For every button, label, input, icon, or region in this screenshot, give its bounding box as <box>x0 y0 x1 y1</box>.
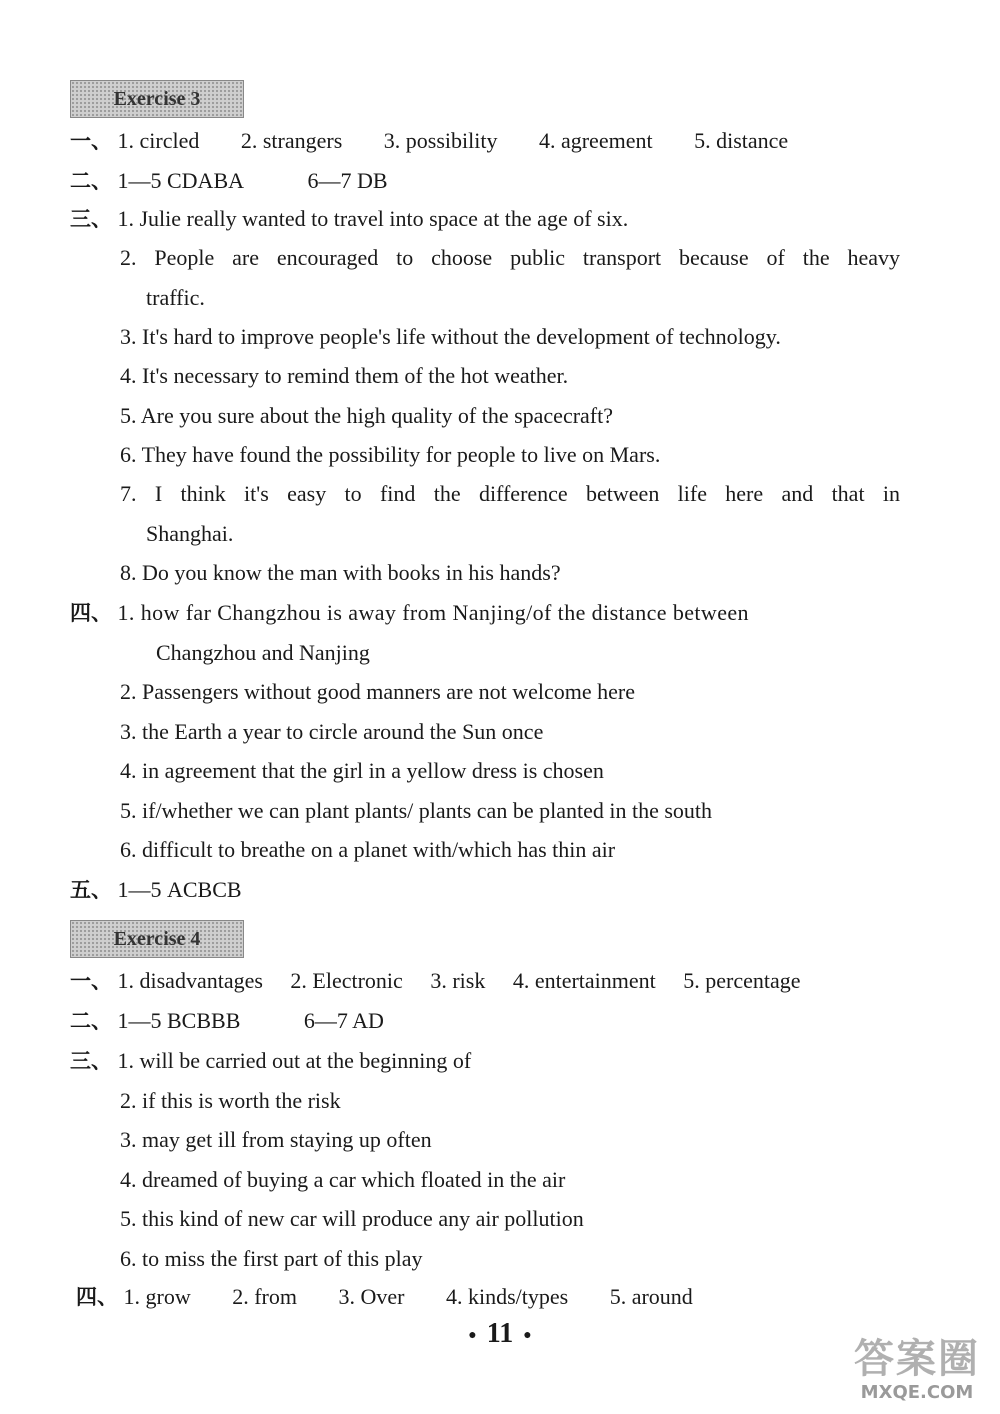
dot-icon: ● <box>523 1327 532 1343</box>
answer-sentence-continued: Shanghai. <box>146 521 234 546</box>
answer-phrase: 2. Passengers without good manners are not welcome here <box>120 679 636 704</box>
ex3-section-4-row-1: 四、 1. how far Changzhou is away from Nanjing/of the distance between <box>70 600 749 625</box>
ex3-section-3-row-1: 三、 1. Julie really wanted to travel into space at the age of six. <box>70 206 629 231</box>
answer-item: 2. from <box>232 1284 297 1309</box>
answer-phrase: 5. this kind of new car will produce any air pollution <box>120 1206 584 1231</box>
answer-phrase: 1. how far Changzhou is away from Nanjing/of the distance between <box>117 600 749 625</box>
answer-phrase: 3. the Earth a year to circle around the Sun once <box>120 719 544 744</box>
watermark <box>842 1336 992 1408</box>
answer-sentence: 7. I think it's easy to find the difference between life here and that in <box>120 481 900 506</box>
dot-icon: ● <box>468 1327 477 1343</box>
answer-phrase-continued: Changzhou and Nanjing <box>156 640 370 665</box>
ex4-section-4: 四、 1. grow 2. from 3. Over 4. kinds/types 5. around <box>76 1284 693 1309</box>
answer-sentence: 8. Do you know the man with books in his hands? <box>120 560 561 585</box>
answer-item: 5. around <box>609 1284 693 1309</box>
answer-item: 5. distance <box>694 128 789 153</box>
answer-sentence: 3. It's hard to improve people's life without the development of technology. <box>120 324 781 349</box>
answer-item: 4. kinds/types <box>445 1284 569 1309</box>
answer-group: 6—7 DB <box>307 168 388 193</box>
answer-phrase: 3. may get ill from staying up often <box>120 1127 432 1152</box>
answer-item: 3. Over <box>338 1284 405 1309</box>
answer-phrase: 6. difficult to breathe on a planet with/which has thin air <box>120 837 616 862</box>
ex3-section-2: 二、 1—5 CDABA 6—7 DB <box>70 168 388 193</box>
answer-phrase: 6. to miss the first part of this play <box>120 1246 423 1271</box>
answer-item: 1. circled <box>117 128 200 153</box>
answer-group: 1—5 ACBCB <box>117 877 242 902</box>
answer-group: 1—5 CDABA <box>117 168 245 193</box>
exercise-4-label: Exercise 4 <box>70 920 244 958</box>
answer-item: 4. agreement <box>538 128 653 153</box>
ex3-section-1: 一、 1. circled 2. strangers 3. possibility 4. agreement 5. distance <box>70 128 789 153</box>
answer-phrase: 1. will be carried out at the beginning of <box>117 1048 472 1073</box>
watermark-logo: 答案圈 <box>854 1336 980 1382</box>
answer-phrase: 4. dreamed of buying a car which floated in the air <box>120 1167 566 1192</box>
answer-sentence: 4. It's necessary to remind them of the hot weather. <box>120 363 569 388</box>
page-number: ● 11 ● <box>468 1318 532 1349</box>
ex4-section-1: 一、 1. disadvantages 2. Electronic 3. risk 4. entertainment 5. percentage <box>70 968 801 993</box>
answer-phrase: 2. if this is worth the risk <box>120 1088 341 1113</box>
answer-group: 1—5 BCBBB <box>117 1008 241 1033</box>
answer-phrase: 5. if/whether we can plant plants/ plants can be planted in the south <box>120 798 713 823</box>
ex4-section-2: 二、 1—5 BCBBB 6—7 AD <box>70 1008 384 1033</box>
ex3-section-5: 五、 1—5 ACBCB <box>70 877 242 902</box>
watermark-url: MXQE.COM <box>860 1382 974 1403</box>
answer-phrase: 4. in agreement that the girl in a yellow dress is chosen <box>120 758 604 783</box>
answer-sentence: 6. They have found the possibility for people to live on Mars. <box>120 442 661 467</box>
answer-item: 3. risk <box>430 968 486 993</box>
answer-sentence-continued: traffic. <box>146 285 205 310</box>
answer-group: 6—7 AD <box>303 1008 384 1033</box>
answer-item: 1. grow <box>123 1284 191 1309</box>
answer-item: 5. percentage <box>683 968 801 993</box>
answer-item: 4. entertainment <box>512 968 656 993</box>
exercise-3-label: Exercise 3 <box>70 80 244 118</box>
answer-item: 2. Electronic <box>290 968 403 993</box>
answer-item: 3. possibility <box>383 128 498 153</box>
answer-item: 2. strangers <box>240 128 343 153</box>
answer-sentence: 1. Julie really wanted to travel into space at the age of six. <box>117 206 629 231</box>
answer-sentence: 5. Are you sure about the high quality of the spacecraft? <box>120 403 614 428</box>
answer-item: 1. disadvantages <box>117 968 263 993</box>
answer-sentence: 2. People are encouraged to choose public transport because of the heavy <box>120 245 900 270</box>
ex4-section-3-row-1: 三、 1. will be carried out at the beginning of <box>70 1048 472 1073</box>
